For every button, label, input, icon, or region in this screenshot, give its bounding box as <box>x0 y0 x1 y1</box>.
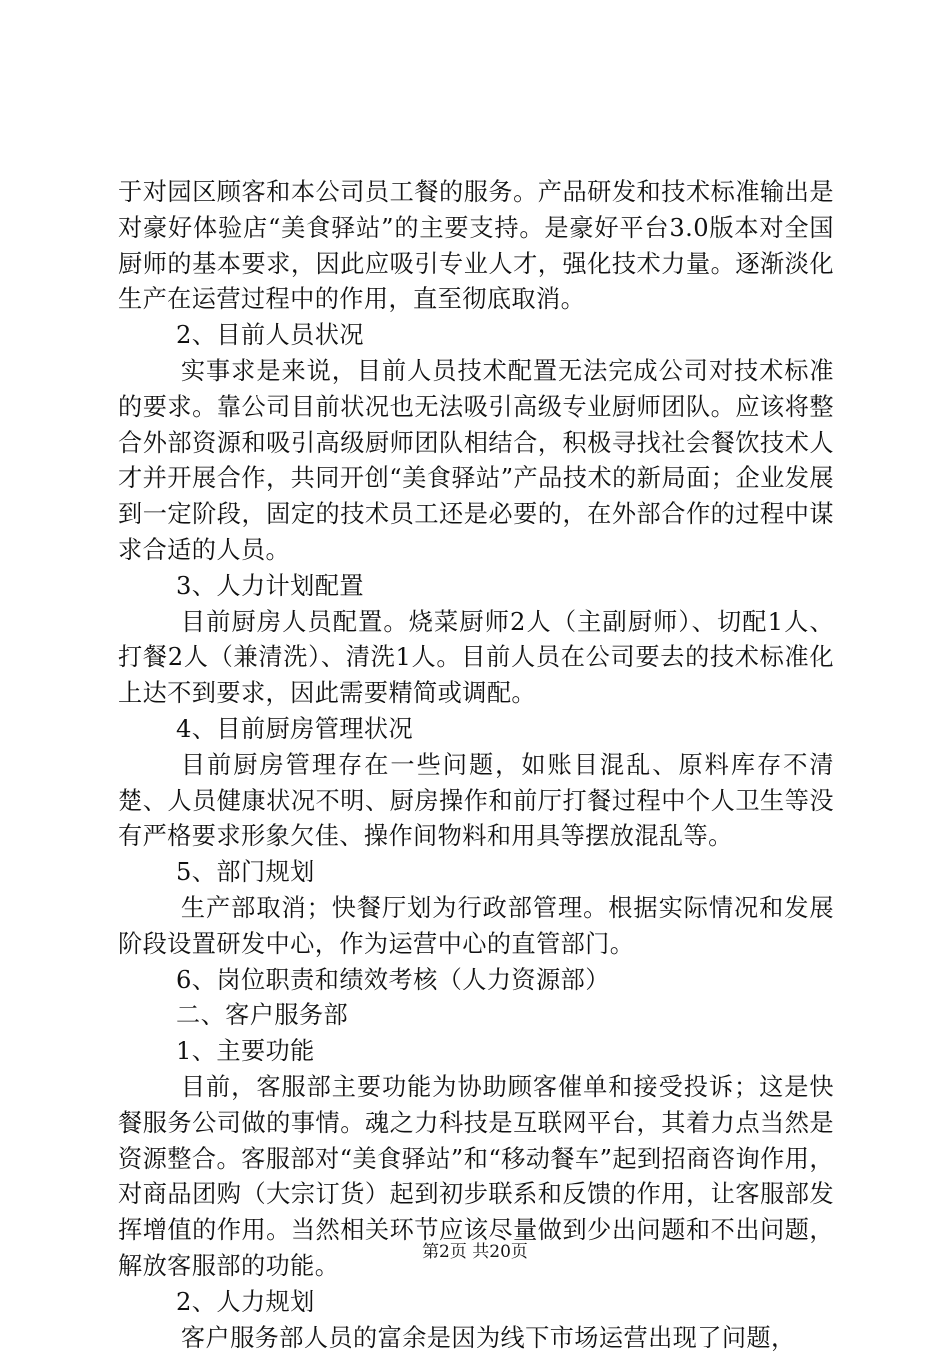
body-paragraph: 目前，客服部主要功能为协助顾客催单和接受投诉；这是快餐服务公司做的事情。魂之力科技是互联网平台，其着力点当然是资源整合。客服部对“美食驿站”和“移动餐车”起到招商咨询作用，对商品团购（大宗订货）起到初步联系和反馈的作用，让客服部发挥增值的作用。当然相关环节应该尽量做到少出问题和不出问题，解放客服部的功能。 <box>118 1070 834 1285</box>
body-paragraph: 实事求是来说，目前人员技术配置无法完成公司对技术标准的要求。靠公司目前状况也无法吸引高级专业厨师团队。应该将整合外部资源和吸引高级厨师团队相结合，积极寻找社会餐饮技术人才并开展合作，共同开创“美食驿站”产品技术的新局面；企业发展到一定阶段，固定的技术员工还是必要的，在外部合作的过程中谋求合适的人员。 <box>118 354 834 569</box>
section-heading: 5、部门规划 <box>118 855 834 891</box>
body-paragraph: 于对园区顾客和本公司员工餐的服务。产品研发和技术标准输出是对豪好体验店“美食驿站”的主要支持。是豪好平台3.0版本对全国厨师的基本要求，因此应吸引专业人才，强化技术力量。逐渐淡化生产在运营过程中的作用，直至彻底取消。 <box>118 175 834 318</box>
section-heading: 二、客户服务部 <box>118 998 834 1034</box>
body-paragraph: 客户服务部人员的富余是因为线下市场运营出现了问题， <box>118 1321 834 1356</box>
section-heading: 4、目前厨房管理状况 <box>118 712 834 748</box>
page-footer: 第2页 共20页 <box>0 1240 950 1264</box>
section-heading: 3、人力计划配置 <box>118 569 834 605</box>
section-heading: 1、主要功能 <box>118 1034 834 1070</box>
section-heading: 6、岗位职责和绩效考核（人力资源部） <box>118 963 834 999</box>
body-paragraph: 目前厨房管理存在一些问题，如账目混乱、原料库存不清楚、人员健康状况不明、厨房操作和前厅打餐过程中个人卫生等没有严格要求形象欠佳、操作间物料和用具等摆放混乱等。 <box>118 748 834 855</box>
section-heading: 2、目前人员状况 <box>118 318 834 354</box>
document-body <box>118 175 834 1356</box>
body-paragraph: 生产部取消；快餐厅划为行政部管理。根据实际情况和发展阶段设置研发中心，作为运营中心的直管部门。 <box>118 891 834 963</box>
body-paragraph: 目前厨房人员配置。烧菜厨师2人（主副厨师）、切配1人、打餐2人（兼清洗）、清洗1人。目前人员在公司要去的技术标准化上达不到要求，因此需要精简或调配。 <box>118 605 834 712</box>
section-heading: 2、人力规划 <box>118 1285 834 1321</box>
